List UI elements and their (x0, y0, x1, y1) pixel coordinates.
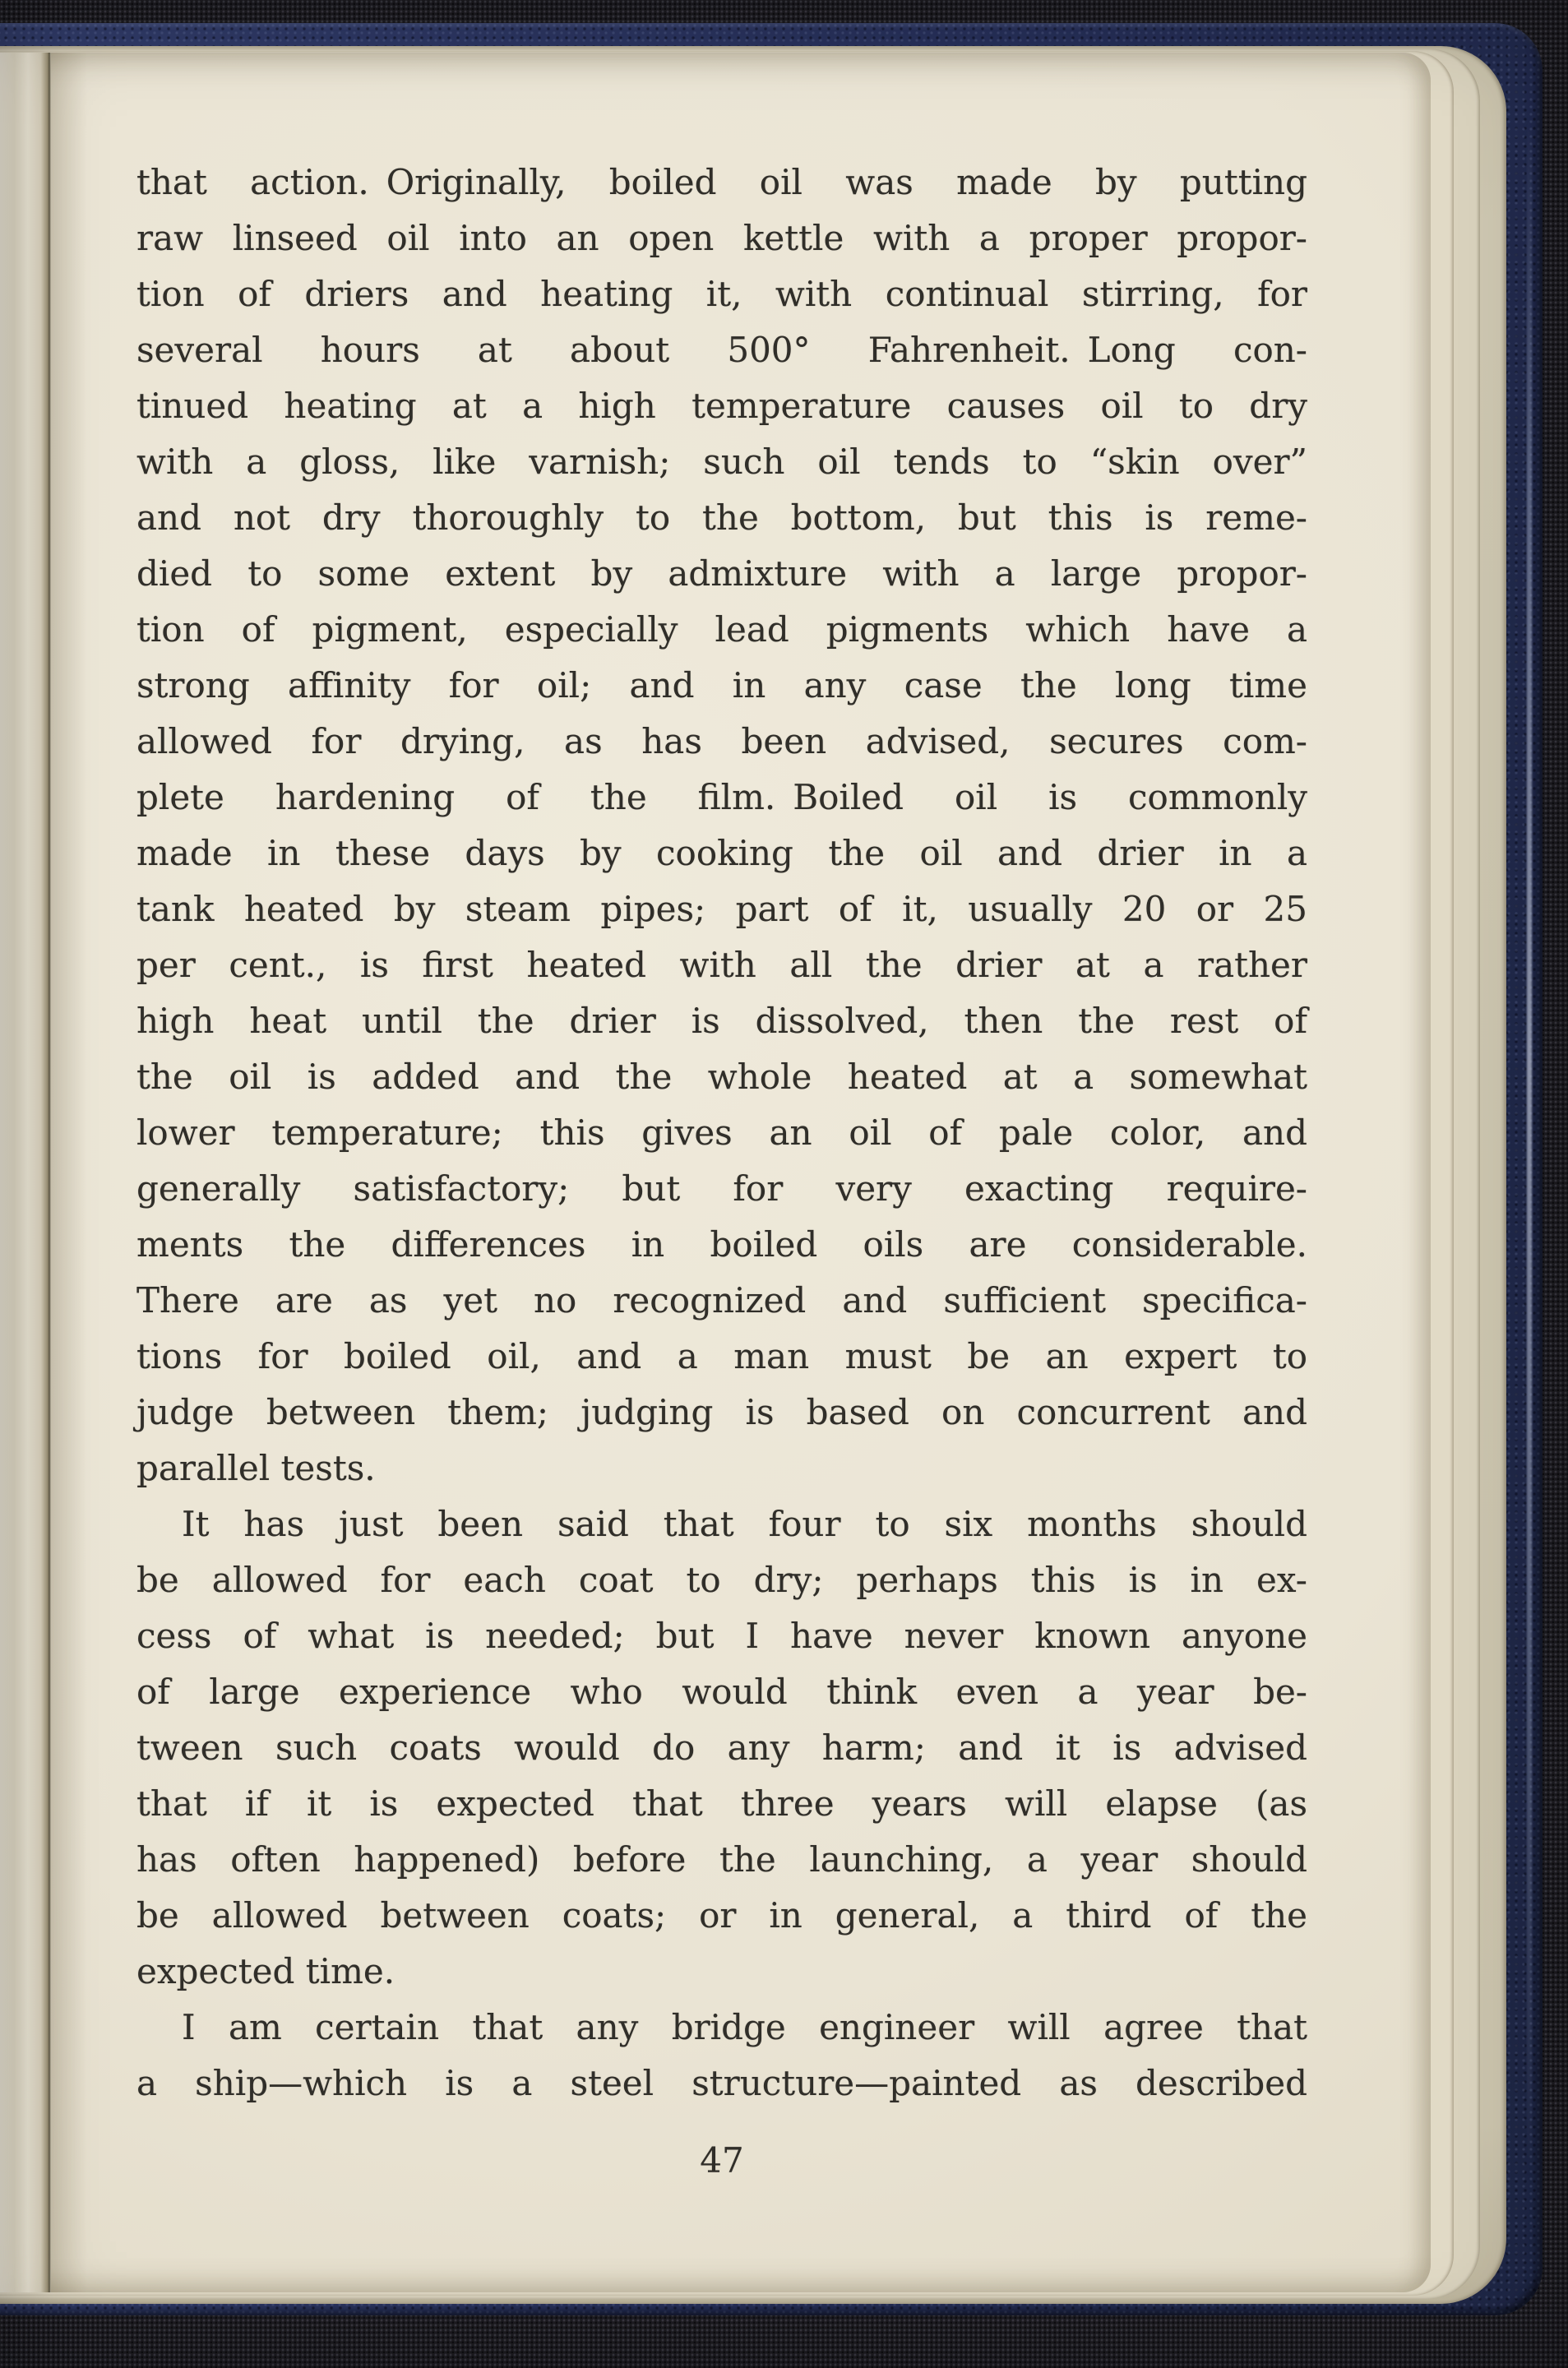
text-line: of large experience who would think even a year be- (136, 1672, 1307, 1712)
text-line: judge between them; judging is based on concurrent and (136, 1392, 1307, 1432)
text-line: It has just been said that four to six months should (182, 1504, 1307, 1544)
text-line: lower temperature; this gives an oil of pale color, and (136, 1112, 1307, 1153)
text-line: be allowed for each coat to dry; perhaps this is in ex- (136, 1560, 1307, 1600)
page-gutter-edge (0, 53, 51, 2292)
text-line: tween such coats would do any harm; and it is advised (136, 1727, 1307, 1768)
text-line: made in these days by cooking the oil and drier in a (136, 833, 1307, 873)
text-lines (136, 155, 1307, 2111)
text-line: the oil is added and the whole heated at a somewhat (136, 1057, 1307, 1097)
text-line: plete hardening of the film. Boiled oil is commonly (136, 777, 1307, 817)
text-line: expected time. (136, 1951, 395, 1991)
text-line: generally satisfactory; but for very exacting require- (136, 1168, 1307, 1209)
text-line: raw linseed oil into an open kettle with a proper propor- (136, 218, 1307, 258)
page-text (136, 155, 1307, 2189)
text-line: cess of what is needed; but I have never known anyone (136, 1616, 1307, 1656)
text-line: parallel tests. (136, 1448, 376, 1488)
text-line: strong affinity for oil; and in any case the long time (136, 665, 1307, 705)
text-line: allowed for drying, as has been advised, secures com- (136, 721, 1307, 761)
cover-sheen-highlight (1527, 115, 1532, 2178)
book-page (0, 53, 1431, 2292)
text-line: be allowed between coats; or in general, a third of the (136, 1895, 1307, 1936)
text-line: tion of driers and heating it, with continual stirring, for (136, 274, 1307, 314)
text-line: several hours at about 500° Fahrenheit. Long con- (136, 330, 1307, 370)
text-line: tion of pigment, especially lead pigments which have a (136, 609, 1307, 650)
text-line: ments the differences in boiled oils are considerable. (136, 1224, 1307, 1265)
text-line: tinued heating at a high temperature causes oil to dry (136, 386, 1307, 426)
text-line: There are as yet no recognized and sufficient specifica- (136, 1280, 1307, 1320)
text-line: and not dry thoroughly to the bottom, but this is reme- (136, 497, 1307, 538)
text-line: per cent., is first heated with all the drier at a rather (136, 945, 1307, 985)
text-line: died to some extent by admixture with a large propor- (136, 553, 1307, 594)
text-line: high heat until the drier is dissolved, then the rest of (136, 1001, 1307, 1041)
text-line: I am certain that any bridge engineer will agree that (182, 2007, 1307, 2047)
page-number: 47 (700, 2140, 744, 2181)
text-line: that if it is expected that three years will elapse (as (136, 1783, 1307, 1824)
page-gutter-shadow (51, 53, 87, 2292)
text-line: with a gloss, like varnish; such oil tends to “skin over” (136, 442, 1307, 482)
text-line: has often happened) before the launching, a year should (136, 1839, 1307, 1880)
text-line: tank heated by steam pipes; part of it, usually 20 or 25 (136, 889, 1307, 929)
text-line: tions for boiled oil, and a man must be an expert to (136, 1336, 1307, 1376)
text-line: a ship—which is a steel structure—painted as described (136, 2063, 1307, 2103)
text-line: that action. Originally, boiled oil was made by putting (136, 162, 1307, 202)
